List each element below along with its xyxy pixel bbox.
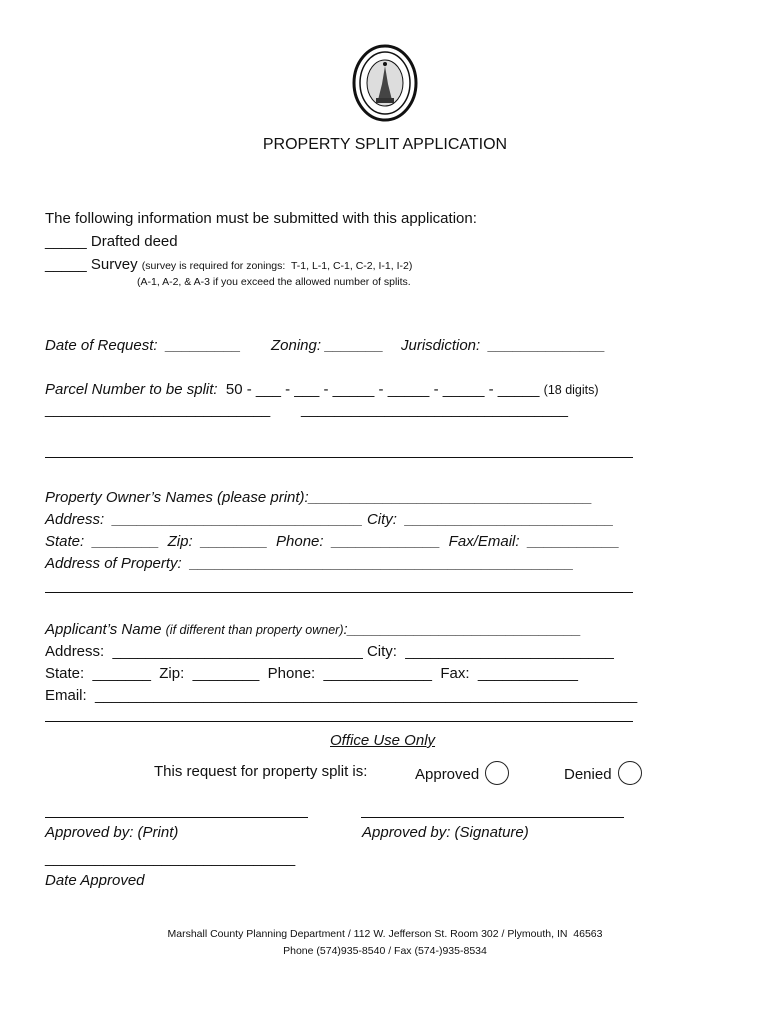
parcel-label: Parcel Number to be split: (45, 381, 226, 398)
zoning-field[interactable]: Zoning: _______ (271, 337, 384, 354)
approved-by-print-line[interactable] (45, 817, 308, 818)
intro-text: The following information must be submitted with this application: (45, 210, 477, 227)
approved-by-print-label: Approved by: (Print) (45, 824, 179, 841)
separator-3 (45, 721, 633, 722)
property-address-field[interactable]: Address of Property: ______________________________________________ (45, 555, 574, 572)
applicant-note: (if different than property owner) (165, 623, 344, 637)
parcel-line-right[interactable]: ________________________________ (301, 401, 568, 418)
separator-2 (45, 592, 633, 593)
approved-by-signature-label: Approved by: (Signature) (362, 824, 529, 841)
applicant-address-field[interactable]: Address: ______________________________ City: _________________________ (45, 643, 614, 660)
split-question: This request for property split is: (154, 763, 368, 780)
parcel-number-field[interactable]: 50 - ___ - ___ - _____ - _____ - _____ - _____ (225, 381, 544, 398)
survey-label: Survey (90, 256, 138, 273)
footer-phone: Phone (574)935-8540 / Fax (574-)935-8534 (283, 945, 487, 957)
survey-note: (survey is required for zonings: T-1, L-1, C-1, C-2, I-1, I-2) (141, 260, 413, 272)
parcel-line-left[interactable]: ___________________________ (45, 401, 271, 418)
applicant-name-field[interactable] (45, 621, 581, 638)
applicant-name-label: Applicant’s Name (45, 621, 166, 638)
approved-label: Approved (415, 765, 480, 783)
approved-by-signature-line[interactable] (361, 817, 624, 818)
survey-note-2: (A-1, A-2, & A-3 if you exceed the allowed number of splits. (137, 276, 411, 288)
applicant-name-blank[interactable]: :____________________________ (343, 621, 582, 638)
date-approved-line[interactable]: ______________________________ (45, 850, 296, 867)
approved-option[interactable] (415, 763, 509, 787)
requirement-deed (45, 233, 178, 250)
denied-radio[interactable] (618, 761, 642, 785)
office-use-heading: Office Use Only (330, 732, 436, 749)
requirement-survey (45, 256, 412, 273)
footer-address: Marshall County Planning Department / 112 W. Jefferson St. Room 302 / Plymouth, IN 46563 (167, 928, 603, 940)
jurisdiction-field[interactable]: Jurisdiction: ______________ (401, 337, 606, 354)
denied-label: Denied (564, 765, 612, 783)
county-seal-logo (352, 44, 418, 122)
survey-blank[interactable]: _____ (45, 256, 91, 273)
owner-state-zip-phone-field[interactable]: State: ________ Zip: ________ Phone: _____________ Fax/Email: ___________ (45, 533, 620, 550)
date-approved-label: Date Approved (45, 872, 145, 889)
owner-address-field[interactable]: Address: ______________________________ City: _________________________ (45, 511, 614, 528)
applicant-state-zip-phone-field[interactable]: State: _______ Zip: ________ Phone: _____________ Fax: ____________ (45, 665, 578, 682)
applicant-email-field[interactable]: Email: _________________________________________________________________ (45, 687, 638, 704)
page-title: PROPERTY SPLIT APPLICATION (262, 136, 508, 153)
approved-radio[interactable] (485, 761, 509, 785)
parcel-digits-note: (18 digits) (543, 383, 599, 397)
owner-names-field[interactable]: Property Owner’s Names (please print):__________________________________ (45, 489, 593, 506)
parcel-number-row (45, 381, 599, 399)
separator-1 (45, 457, 633, 458)
denied-option[interactable] (564, 763, 642, 787)
deed-label: Drafted deed (90, 233, 178, 250)
deed-blank[interactable]: _____ (45, 233, 91, 250)
date-of-request-field[interactable]: Date of Request: _________ (45, 337, 241, 354)
